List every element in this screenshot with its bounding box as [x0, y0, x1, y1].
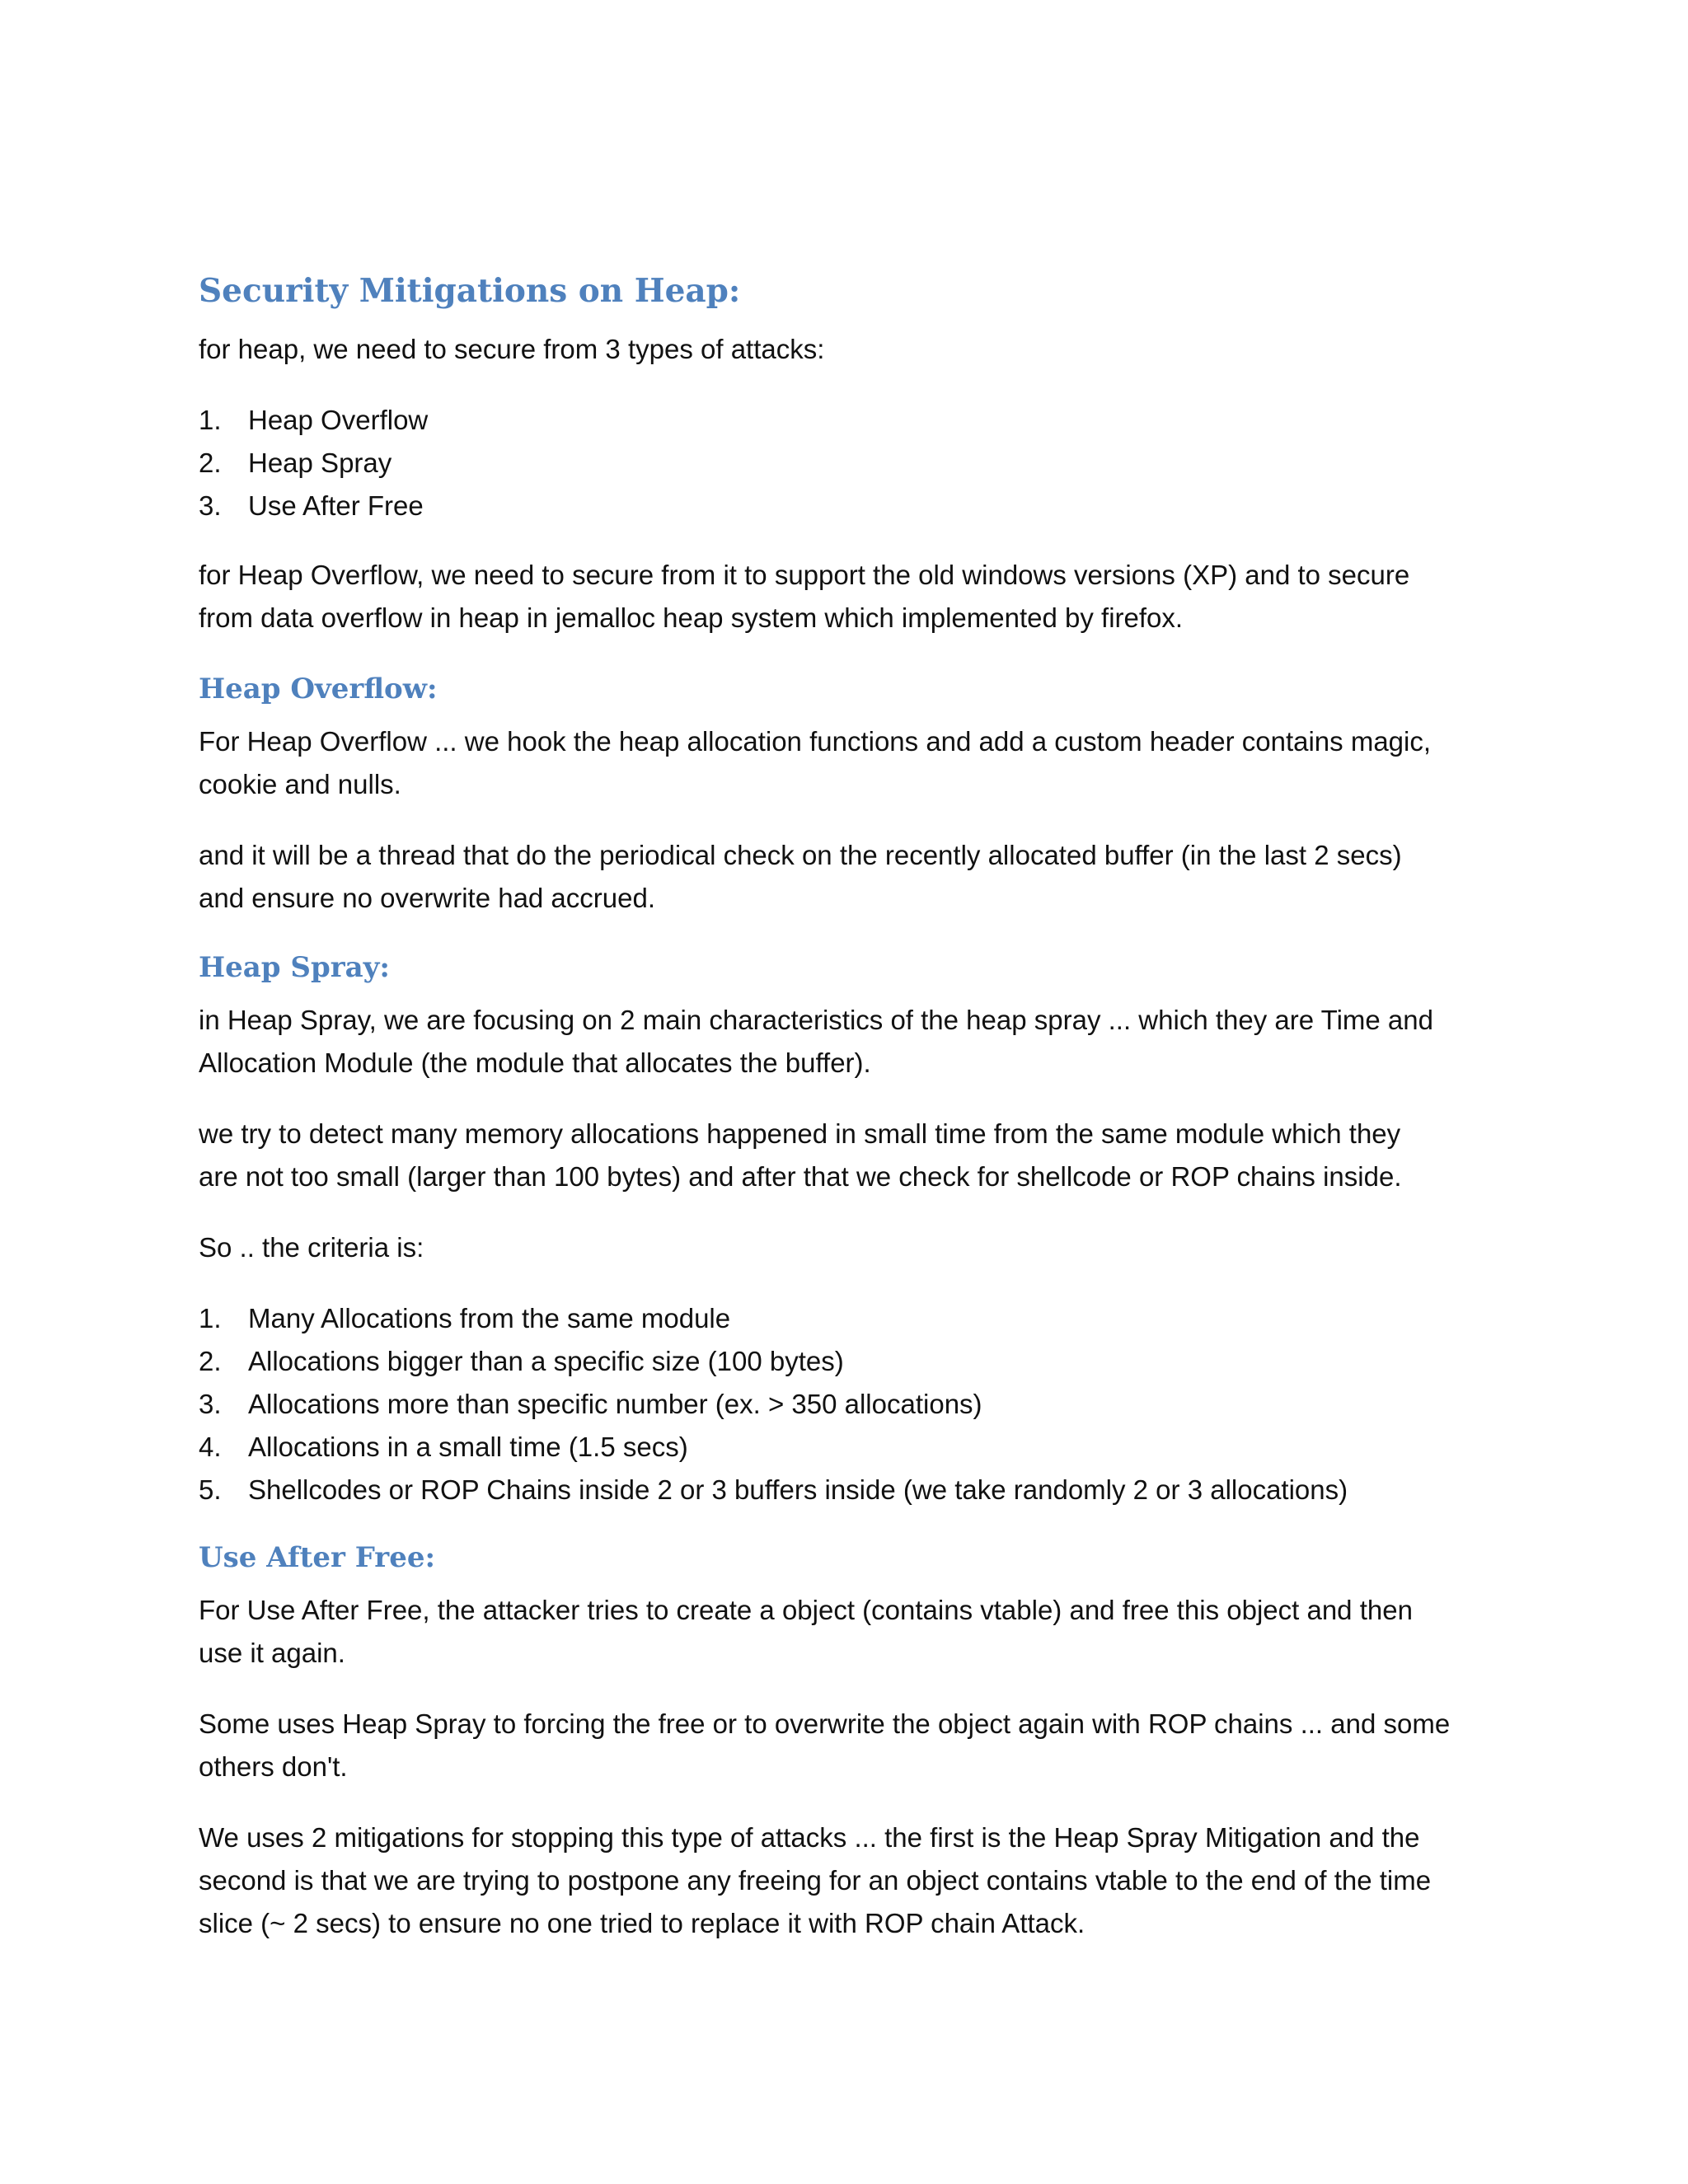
paragraph-line: cookie and nulls. [199, 769, 401, 799]
list-item: 1. Heap Overflow [199, 405, 429, 435]
section-heading-heap-spray: Heap Spray: [199, 951, 390, 984]
list-item-label: Use After Free [248, 490, 424, 521]
list-item-label: Allocations in a small time (1.5 secs) [248, 1432, 688, 1462]
paragraph-line: slice (~ 2 secs) to ensure no one tried to replace it with ROP chain Attack. [199, 1908, 1085, 1938]
list-item-label: Shellcodes or ROP Chains inside 2 or 3 buffers inside (we take randomly 2 or 3 allocations) [248, 1474, 1348, 1505]
intro-text: for heap, we need to secure from 3 types of attacks: [199, 334, 825, 364]
page-title: Security Mitigations on Heap: [199, 272, 741, 310]
list-item: 5. Shellcodes or ROP Chains inside 2 or 3 buffers inside (we take randomly 2 or 3 allocations) [199, 1474, 1348, 1505]
paragraph-line: from data overflow in heap in jemalloc heap system which implemented by firefox. [199, 602, 1184, 633]
criteria-intro: So .. the criteria is: [199, 1232, 424, 1263]
list-item-label: Allocations bigger than a specific size (100 bytes) [248, 1346, 844, 1376]
paragraph-line: second is that we are trying to postpone any freeing for an object contains vtable to the end of the time [199, 1865, 1432, 1896]
paragraph-line: We uses 2 mitigations for stopping this type of attacks ... the first is the Heap Spray Mitigation and the [199, 1822, 1420, 1853]
list-item: 2. Allocations bigger than a specific size (100 bytes) [199, 1346, 844, 1376]
paragraph-line: are not too small (larger than 100 bytes) and after that we check for shellcode or ROP chains inside. [199, 1161, 1402, 1192]
paragraph-line: in Heap Spray, we are focusing on 2 main characteristics of the heap spray ... which they are Time and [199, 1005, 1433, 1035]
paragraph-line: For Use After Free, the attacker tries to create a object (contains vtable) and free this object and then [199, 1595, 1413, 1625]
paragraph-line: use it again. [199, 1638, 345, 1668]
section-heading-use-after-free: Use After Free: [199, 1541, 436, 1574]
list-item: 4. Allocations in a small time (1.5 secs) [199, 1432, 688, 1462]
list-item: 1. Many Allocations from the same module [199, 1303, 731, 1333]
paragraph-line: we try to detect many memory allocations happened in small time from the same module which they [199, 1118, 1401, 1149]
paragraph-line: for Heap Overflow, we need to secure from it to support the old windows versions (XP) and to secure [199, 560, 1410, 590]
paragraph-line: Allocation Module (the module that allocates the buffer). [199, 1047, 871, 1078]
list-item: 3. Use After Free [199, 490, 424, 521]
paragraph-line: others don't. [199, 1751, 348, 1782]
list-item-label: Heap Overflow [248, 405, 429, 435]
list-item-label: Many Allocations from the same module [248, 1303, 731, 1333]
paragraph-line: and ensure no overwrite had accrued. [199, 883, 656, 913]
list-item-label: Allocations more than specific number (ex. > 350 allocations) [248, 1389, 982, 1419]
list-item-label: Heap Spray [248, 448, 392, 478]
paragraph-line: and it will be a thread that do the periodical check on the recently allocated buffer (in the last 2 secs) [199, 840, 1402, 870]
section-heading-heap-overflow: Heap Overflow: [199, 673, 438, 705]
list-item: 2. Heap Spray [199, 448, 392, 478]
list-item: 3. Allocations more than specific number (ex. > 350 allocations) [199, 1389, 982, 1419]
paragraph-line: Some uses Heap Spray to forcing the free or to overwrite the object again with ROP chains ... and some [199, 1708, 1451, 1739]
paragraph-line: For Heap Overflow ... we hook the heap allocation functions and add a custom header contains magic, [199, 726, 1432, 757]
